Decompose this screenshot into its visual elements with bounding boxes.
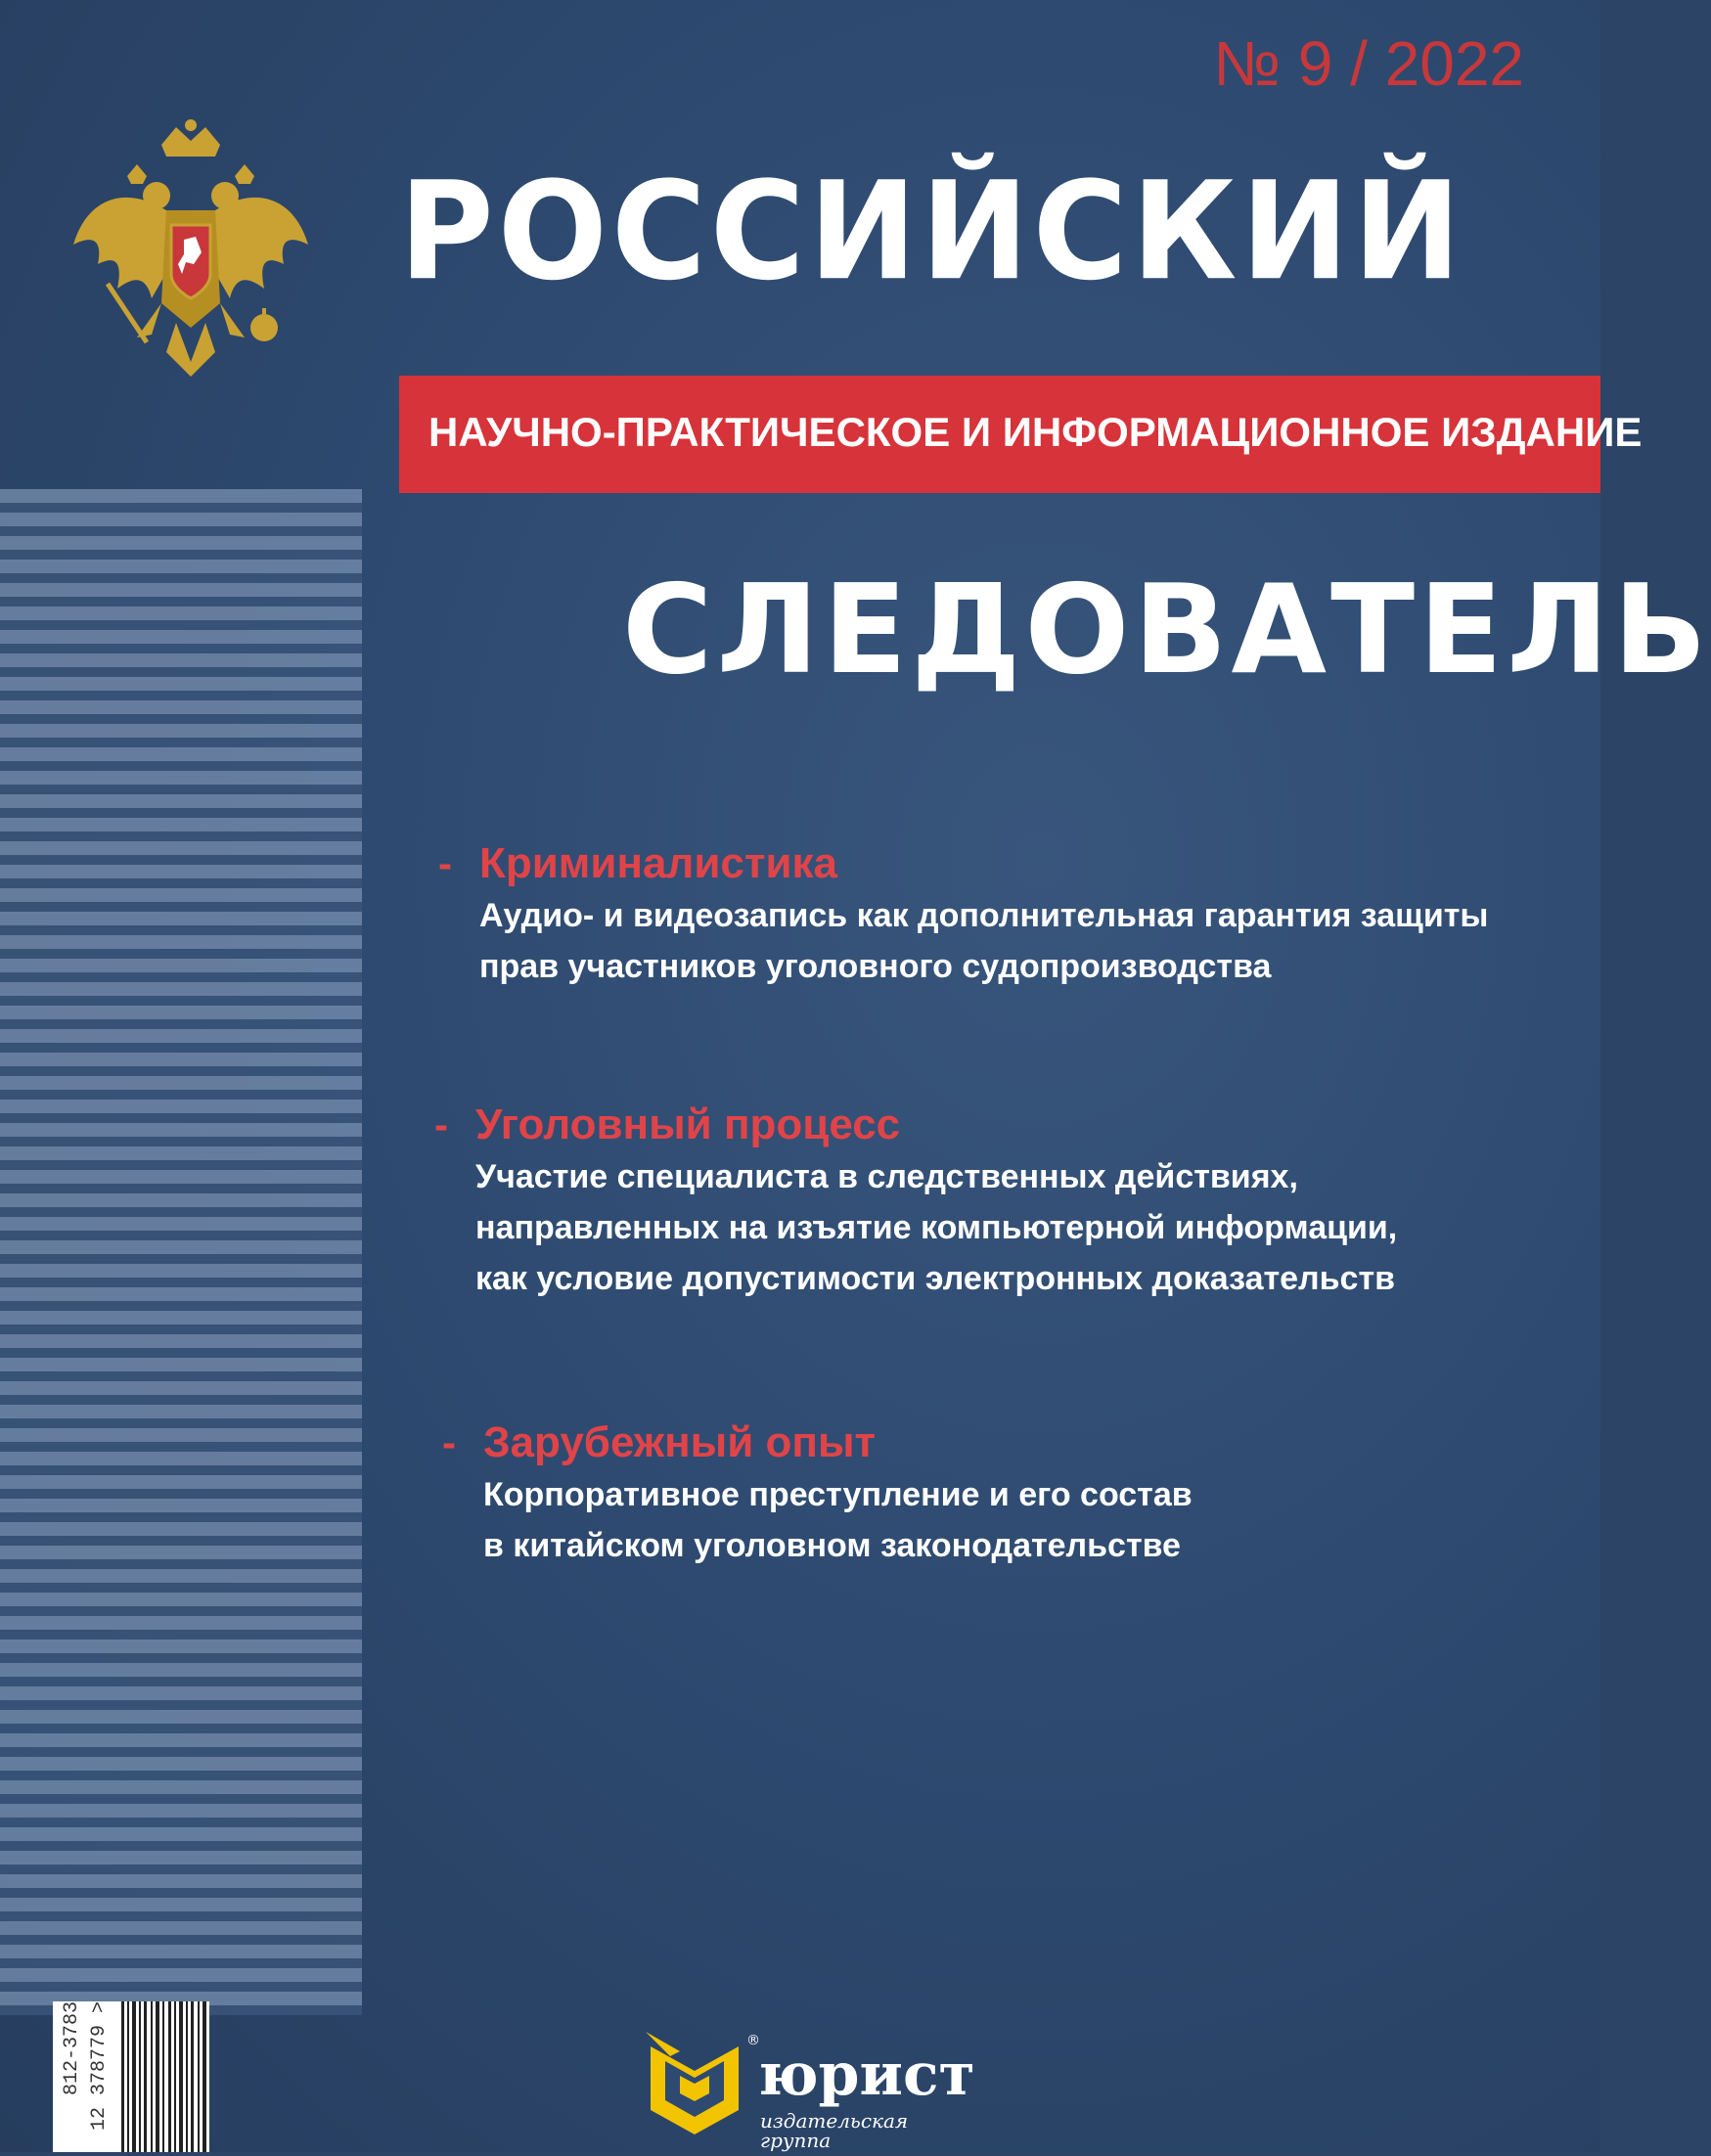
issue-number: № 9 / 2022 (1213, 28, 1524, 99)
article-line: Аудио- и видеозапись как дополнительная гарантия защиты (479, 897, 1489, 934)
barcode (53, 2001, 209, 2152)
article-line: Корпоративное преступление и его состав (483, 1476, 1193, 1513)
publisher-sub-line: издательская (760, 2109, 909, 2133)
section-dash: - (442, 1419, 456, 1465)
publisher-logo (641, 2027, 973, 2152)
magazine-title-main: СЛЕДОВАТЕЛЬ (622, 558, 1711, 701)
section-article (475, 1151, 1397, 1304)
article-line: Участие специалиста в следственных действиях, (475, 1158, 1298, 1195)
magazine-subtitle: НАУЧНО-ПРАКТИЧЕСКОЕ И ИНФОРМАЦИОННОЕ ИЗДАНИЕ (428, 409, 1643, 455)
magazine-title-top: РОССИЙСКИЙ (399, 153, 1465, 311)
article-line: прав участников уголовного судопроизводства (479, 948, 1272, 985)
publisher-name: юрист (758, 2041, 975, 2109)
section-article (483, 1469, 1193, 1571)
section-title: Зарубежный опыт (483, 1418, 877, 1466)
article-line: в китайском уголовном законодательстве (483, 1527, 1181, 1564)
publisher-sub-line: группа (760, 2129, 832, 2152)
barcode-number-2: 12 378779 > (88, 2001, 111, 2132)
publisher-subtitle (760, 2111, 908, 2150)
section-foreign-experience (442, 1418, 1193, 1571)
section-article (479, 890, 1488, 992)
section-title: Криминалистика (479, 839, 837, 887)
section-title: Уголовный процесс (475, 1100, 901, 1148)
article-line: направленных на изъятие компьютерной информации, (475, 1209, 1398, 1246)
barcode-number-1: 812-3783 (61, 2001, 83, 2096)
publisher-icon (641, 2027, 748, 2139)
section-dash: - (438, 840, 452, 886)
section-criminalistics (438, 839, 1488, 992)
article-line: как условие допустимости электронных доказательств (475, 1260, 1396, 1297)
registered-mark: ® (746, 2033, 760, 2048)
coat-of-arms-icon (68, 117, 313, 391)
decorative-stripes (0, 489, 362, 2015)
section-dash: - (434, 1101, 448, 1147)
section-criminal-procedure (434, 1100, 1397, 1304)
